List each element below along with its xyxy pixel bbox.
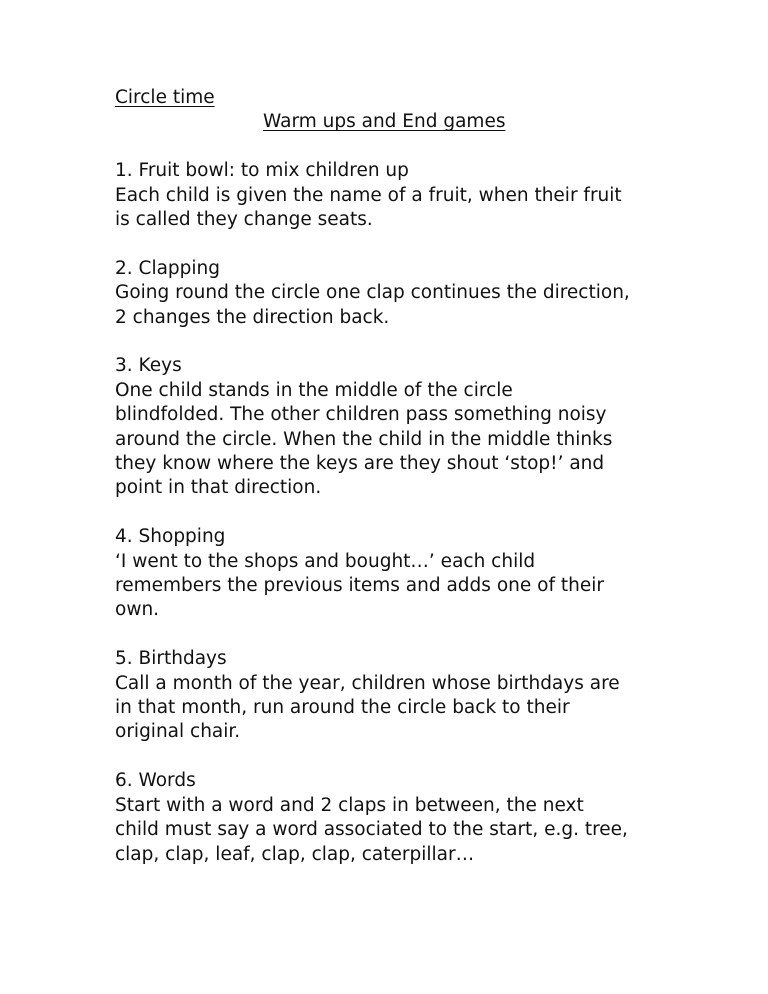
game-description-line: One child stands in the middle of the circle (115, 379, 513, 401)
game-description-line: point in that direction. (115, 477, 322, 499)
game-section (115, 647, 675, 745)
game-description-line: own. (115, 599, 160, 621)
document-subtitle: Warm ups and End games (263, 111, 506, 133)
document-title: Circle time (115, 87, 215, 108)
game-description-line: Going round the circle one clap continues the direction, (115, 282, 630, 304)
game-description-line: ‘I went to the shops and bought…’ each child (115, 550, 536, 572)
game-section (115, 354, 675, 500)
game-description-line: child must say a word associated to the start, e.g. tree, (115, 819, 628, 841)
game-description-line: 2 changes the direction back. (115, 306, 390, 328)
game-description-line: remembers the previous items and adds one of their (115, 575, 604, 597)
game-description-line: Start with a word and 2 claps in between, the next (115, 794, 584, 816)
game-heading: 4. Shopping (115, 526, 226, 548)
game-section (115, 769, 675, 867)
game-section (115, 159, 675, 232)
game-description-line: they know where the keys are they shout ‘stop!’ and (115, 453, 605, 475)
game-description-line: is called they change seats. (115, 209, 373, 231)
game-description-line: Each child is given the name of a fruit, when their fruit (115, 184, 622, 206)
game-description-line: clap, clap, leaf, clap, clap, caterpillar… (115, 843, 475, 865)
game-heading: 2. Clapping (115, 257, 221, 279)
game-description-line: blindfolded. The other children pass something noisy (115, 404, 607, 426)
game-description-line: Call a month of the year, children whose birthdays are (115, 672, 620, 694)
game-heading: 3. Keys (115, 355, 182, 377)
game-description-line: around the circle. When the child in the middle thinks (115, 428, 613, 450)
game-description-line: original chair. (115, 721, 241, 743)
game-description-line: in that month, run around the circle back to their (115, 697, 570, 719)
games-list (115, 159, 675, 867)
game-section (115, 257, 675, 330)
game-section (115, 525, 675, 623)
game-heading: 1. Fruit bowl: to mix children up (115, 160, 409, 182)
game-heading: 6. Words (115, 770, 196, 792)
game-heading: 5. Birthdays (115, 648, 227, 670)
document-page (115, 86, 675, 891)
